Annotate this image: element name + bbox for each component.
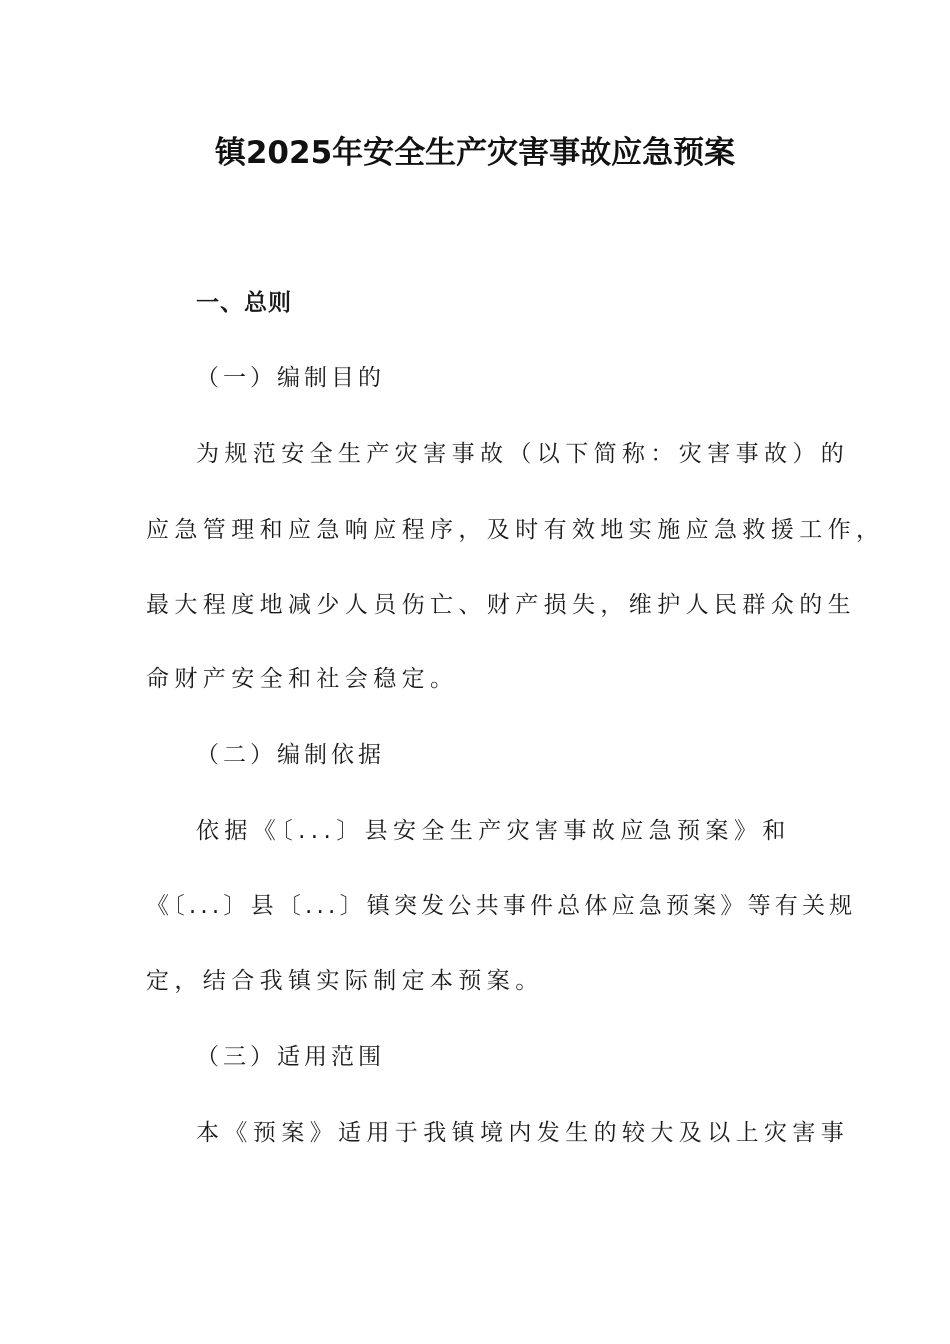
paragraph-line: 依据《〔...〕县安全生产灾害事故应急预案》和 [196, 818, 791, 844]
subsection-heading-purpose: （一）编制目的 [196, 365, 385, 391]
paragraph-line: 应急管理和应急响应程序，及时有效地实施应急救援工作， [146, 517, 885, 543]
paragraph-line: 本《预案》适用于我镇境内发生的较大及以上灾害事 [196, 1120, 850, 1146]
paragraph-line: 《〔...〕县〔...〕镇突发公共事件总体应急预案》等有关规 [146, 893, 857, 919]
paragraph-line: 命财产安全和社会稳定。 [146, 666, 459, 692]
section-heading-general: 一、总则 [196, 290, 292, 316]
paragraph-line: 定，结合我镇实际制定本预案。 [146, 968, 544, 994]
subsection-heading-basis: （二）编制依据 [196, 742, 385, 768]
paragraph-line: 为规范安全生产灾害事故（以下简称：灾害事故）的 [196, 441, 850, 467]
document-title: 镇2025年安全生产灾害事故应急预案 [214, 135, 736, 171]
paragraph-line: 最大程度地减少人员伤亡、财产损失，维护人民群众的生 [146, 592, 856, 618]
subsection-heading-scope: （三）适用范围 [196, 1044, 385, 1070]
